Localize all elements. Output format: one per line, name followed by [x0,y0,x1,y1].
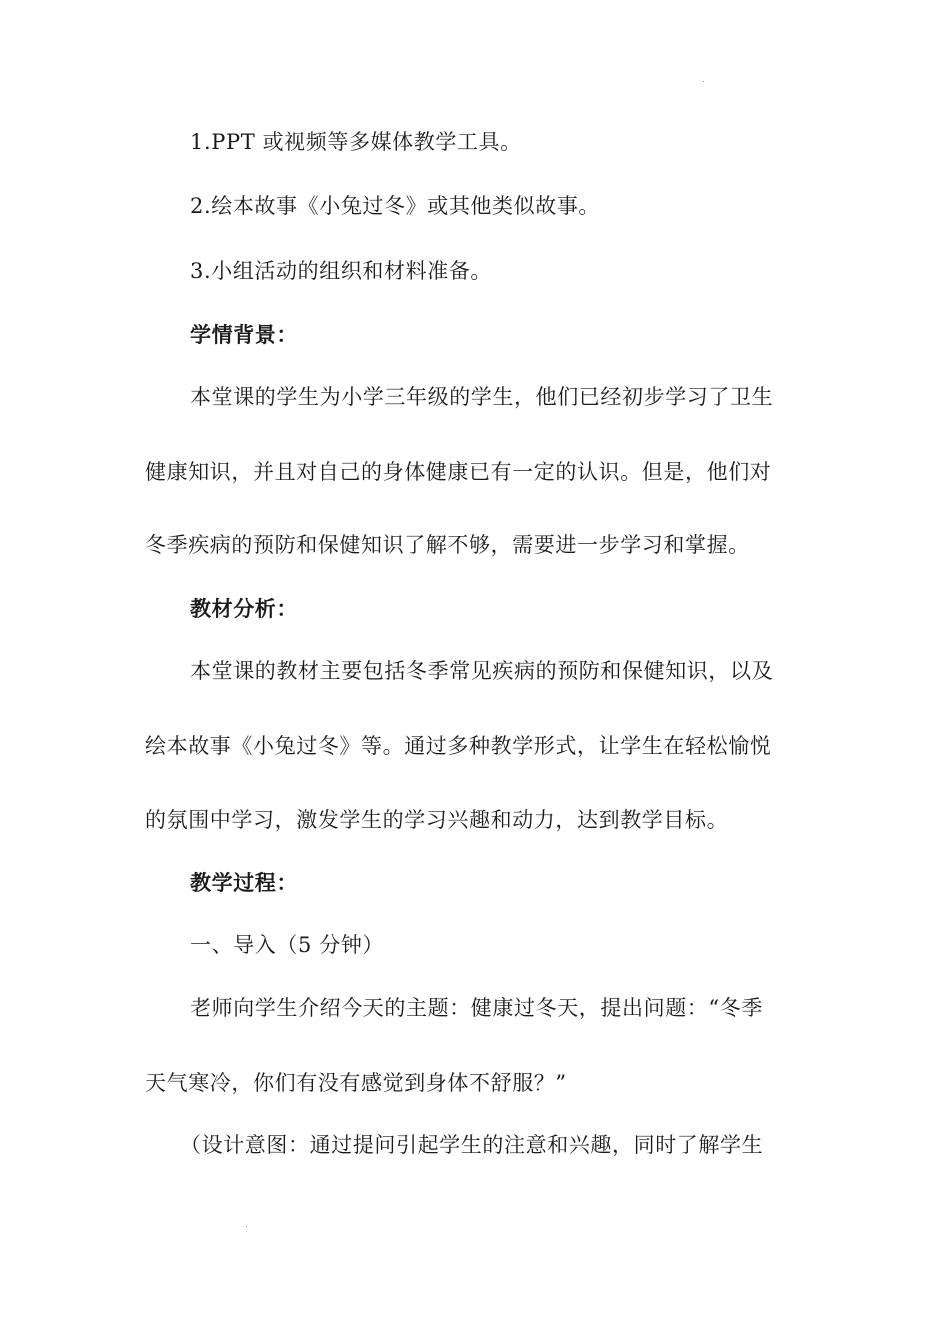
list-item-multimedia: 1.PPT 或视频等多媒体教学工具。 [190,130,522,154]
paragraph-line: 本堂课的教材主要包括冬季常见疾病的预防和保健知识，以及 [190,659,774,683]
heading-learning-background: 学情背景： [190,322,298,347]
page-mark-bottom [246,1226,247,1227]
paragraph-line: （设计意图：通过提问引起学生的注意和兴趣，同时了解学生 [180,1133,764,1157]
list-item-group-activity: 3.小组活动的组织和材料准备。 [190,259,493,283]
paragraph-line: 天气寒冷，你们有没有感觉到身体不舒服？” [145,1071,567,1095]
paragraph-line: 老师向学生介绍今天的主题：健康过冬天，提出问题：“冬季 [190,996,763,1020]
list-item-picture-book: 2.绘本故事《小兔过冬》或其他类似故事。 [190,194,601,218]
paragraph-line: 本堂课的学生为小学三年级的学生，他们已经初步学习了卫生 [190,385,774,409]
paragraph-line: 冬季疾病的预防和保健知识了解不够，需要进一步学习和掌握。 [145,533,750,557]
paragraph-line: 的氛围中学习，激发学生的学习兴趣和动力，达到教学目标。 [145,808,729,832]
paragraph-line: 绘本故事《小兔过冬》等。通过多种教学形式，让学生在轻松愉悦 [145,734,772,758]
paragraph-line: 健康知识，并且对自己的身体健康已有一定的认识。但是，他们对 [145,460,772,484]
heading-teaching-process: 教学过程： [190,870,298,895]
heading-material-analysis: 教材分析： [190,596,298,621]
section-intro: 一、导入（5 分钟） [190,933,385,957]
page-mark-top [703,81,704,82]
